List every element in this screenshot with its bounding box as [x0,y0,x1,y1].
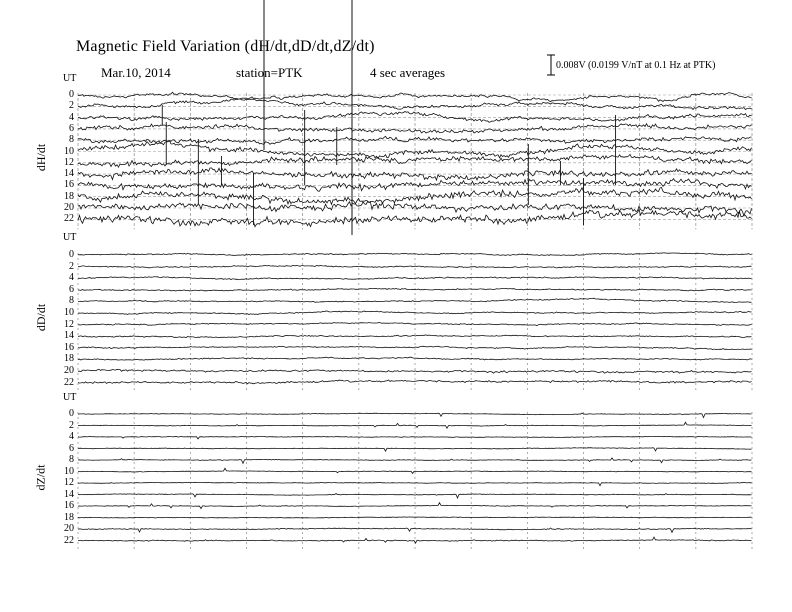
hour-tick-label: 2 [69,100,74,112]
hour-tick-label: 18 [64,511,74,523]
hour-tick-label: 12 [64,156,74,168]
hour-tick-label: 2 [69,260,74,272]
hour-tick-label: 16 [64,341,74,353]
hour-tick-label: 22 [64,213,74,225]
averaging-label: 4 sec averages [370,65,446,80]
panel-label-dd: dD/dt [34,303,49,332]
hour-tick-label: 4 [69,111,74,123]
hour-tick-label: 2 [69,419,74,431]
hour-tick-label: 4 [69,431,74,442]
hour-tick-label: 10 [64,145,74,157]
scale-bar-label: 0.008V (0.0199 V/nT at 0.1 Hz at PTK) [556,60,716,71]
station-label: station=PTK [236,65,303,80]
hour-tick-label: 14 [64,330,74,342]
hour-tick-label: 20 [64,202,74,213]
trace-line [78,413,752,418]
hour-tick-label: 14 [64,488,74,500]
hour-tick-label: 16 [64,500,74,511]
ut-label-dz: UT [63,392,77,403]
hour-tick-label: 6 [69,283,74,295]
hour-tick-label: 8 [69,295,74,307]
hour-tick-label: 4 [69,272,74,284]
hour-tick-label: 0 [69,249,74,260]
hour-tick-label: 22 [64,534,74,546]
panel-label-dz: dZ/dt [33,464,48,491]
ut-label-dh: UT [63,73,77,84]
hour-tick-label: 22 [64,376,74,388]
hour-tick-label: 0 [69,89,74,100]
hour-tick-label: 12 [64,477,74,488]
hour-tick-label: 18 [64,353,74,365]
hour-tick-label: 12 [64,318,74,330]
hour-tick-label: 20 [64,365,74,376]
hour-tick-label: 8 [69,454,74,465]
panel-label-dh: dH/dt [34,143,49,172]
trace-line [78,322,752,325]
hour-tick-label: 10 [64,307,74,318]
hour-tick-label: 14 [64,168,74,180]
trace-line [78,265,752,268]
hour-tick-label: 6 [69,122,74,134]
trace-line [78,528,752,532]
trace-line [78,335,752,338]
hour-tick-label: 10 [64,465,74,477]
hour-tick-label: 8 [69,134,74,146]
hour-tick-label: 6 [69,442,74,454]
ut-label-dd: UT [63,232,77,243]
hour-tick-label: 16 [64,179,74,191]
hour-tick-label: 0 [69,408,74,419]
chart-title: Magnetic Field Variation (dH/dt,dD/dt,dZ/dt) [76,38,375,55]
hour-tick-label: 20 [64,523,74,534]
date-label: Mar.10, 2014 [101,65,171,80]
hour-tick-label: 18 [64,190,74,202]
